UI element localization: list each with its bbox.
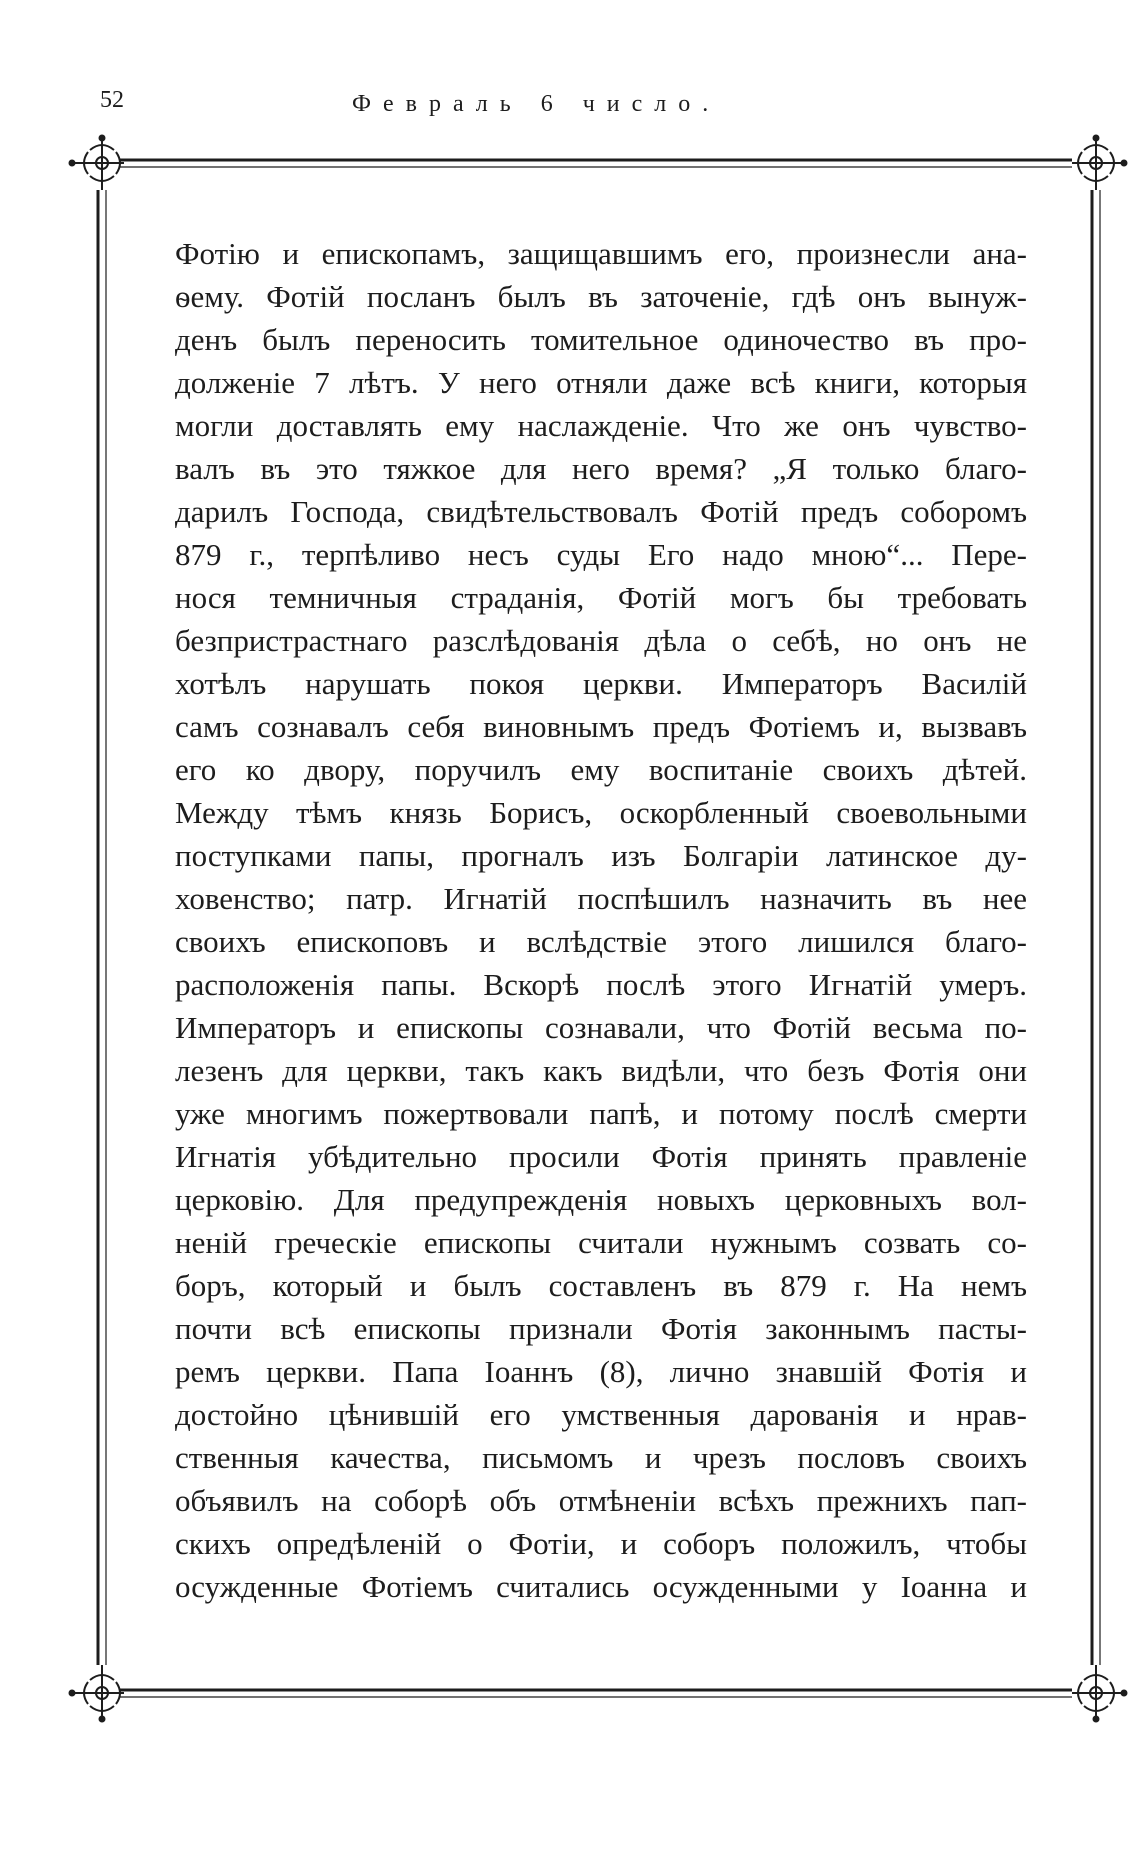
text-line: Между тѣмъ князь Борисъ, оскорбленный своевольными — [175, 795, 1027, 830]
text-line: самъ сознавалъ себя виновнымъ предъ Фотіемъ и, вызвавъ — [175, 709, 1027, 744]
text-line: Игнатія убѣдительно просили Фотія принять правленіе — [175, 1139, 1027, 1174]
text-line: боръ, который и былъ составленъ въ 879 г. На немъ — [175, 1268, 1027, 1303]
text-line: Фотію и епископамъ, защищавшимъ его, произнесли ана- — [175, 236, 1027, 271]
corner-ornament-top-left — [70, 136, 125, 191]
text-line: хотѣлъ нарушать покоя церкви. Императоръ Василій — [175, 666, 1027, 701]
text-line: расположенія папы. Вскорѣ послѣ этого Игнатій умеръ. — [175, 967, 1027, 1002]
text-line: Императоръ и епископы сознавали, что Фотій весьма по- — [175, 1010, 1027, 1045]
text-line: достойно цѣнившій его умственныя дарованія и нрав- — [175, 1397, 1027, 1432]
text-line: ственныя качества, письмомъ и чрезъ пословъ своихъ — [175, 1440, 1027, 1475]
corner-ornament-bottom-right — [1072, 1665, 1127, 1722]
text-line: своихъ епископовъ и вслѣдствіе этого лишился благо- — [175, 924, 1027, 959]
text-line: безпристрастнаго разслѣдованія дѣла о себѣ, но онъ не — [175, 623, 1027, 658]
text-line: валъ въ это тяжкое для него время? „Я только благо- — [175, 451, 1027, 486]
text-line: скихъ опредѣленій о Фотіи, и соборъ положилъ, чтобы — [175, 1526, 1027, 1561]
corner-ornament-bottom-left — [70, 1665, 125, 1722]
text-line: могли доставлять ему наслажденіе. Что же онъ чувство- — [175, 408, 1027, 443]
text-line: долженіе 7 лѣтъ. У него отняли даже всѣ книги, которыя — [175, 365, 1027, 400]
text-line: неній греческіе епископы считали нужнымъ созвать со- — [175, 1225, 1027, 1260]
text-line: ѳему. Фотій посланъ былъ въ заточеніе, гдѣ онъ вынуж- — [175, 279, 1027, 314]
text-line: ховенство; патр. Игнатій поспѣшилъ назначить въ нее — [175, 881, 1027, 916]
running-title: Февраль 6 число. — [352, 91, 721, 117]
text-line: денъ былъ переносить томительное одиночество въ про- — [175, 322, 1027, 357]
text-line: его ко двору, поручилъ ему воспитаніе своихъ дѣтей. — [175, 752, 1027, 787]
text-line: церковію. Для предупрежденія новыхъ церковныхъ вол- — [175, 1182, 1027, 1217]
text-line: 879 г., терпѣливо несъ суды Его надо мною“... Пере- — [175, 537, 1027, 572]
text-line: уже многимъ пожертвовали папѣ, и потому послѣ смерти — [175, 1096, 1027, 1131]
text-line: лезенъ для церкви, такъ какъ видѣли, что безъ Фотія они — [175, 1053, 1027, 1088]
text-line: почти всѣ епископы признали Фотія законнымъ пасты- — [175, 1311, 1027, 1346]
text-line: дарилъ Господа, свидѣтельствовалъ Фотій предъ соборомъ — [175, 494, 1027, 529]
text-line: осужденные Фотіемъ считались осужденными у Іоанна и — [175, 1569, 1027, 1604]
text-line: поступками папы, прогналъ изъ Болгаріи латинское ду- — [175, 838, 1027, 873]
text-line: нося темничныя страданія, Фотій могъ бы требовать — [175, 580, 1027, 615]
corner-ornament-top-right — [1072, 136, 1127, 191]
body-text — [175, 232, 1027, 1608]
text-line: объявилъ на соборѣ объ отмѣненіи всѣхъ прежнихъ пап- — [175, 1483, 1027, 1518]
page-number: 52 — [100, 87, 124, 113]
text-line: ремъ церкви. Папа Іоаннъ (8), лично знавшій Фотія и — [175, 1354, 1027, 1389]
